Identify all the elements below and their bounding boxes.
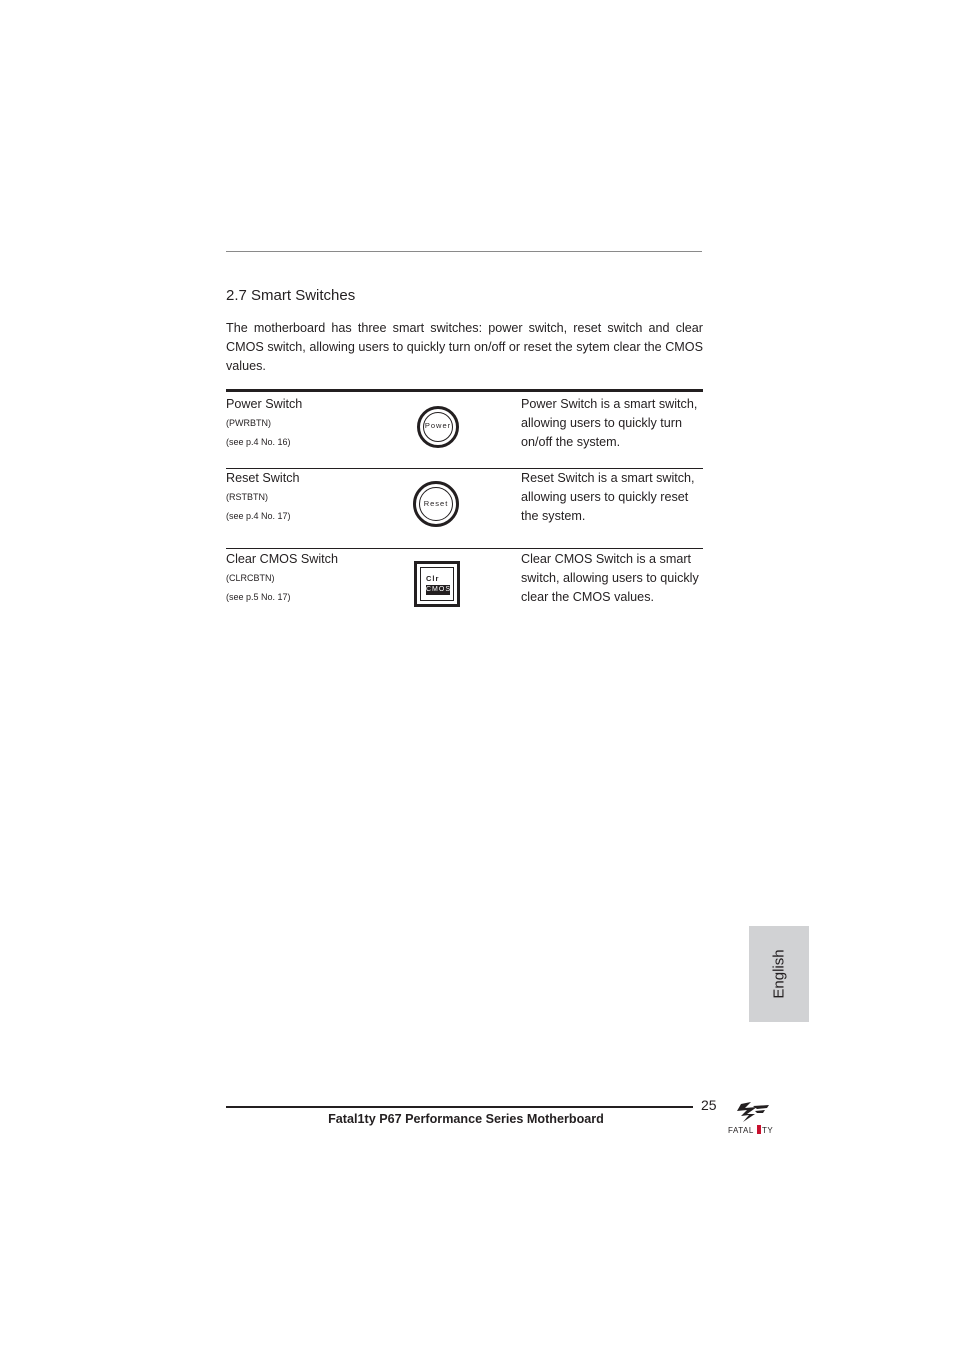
top-divider xyxy=(226,251,702,252)
power-switch-code: (PWRBTN) xyxy=(226,418,271,428)
power-switch-description: Power Switch is a smart switch, allowing users to quickly turn on/off the system. xyxy=(521,397,698,450)
footer-divider xyxy=(226,1106,693,1108)
svg-text:TY: TY xyxy=(762,1126,774,1135)
reset-switch-description: Reset Switch is a smart switch, allowing users to quickly reset the system. xyxy=(521,471,695,524)
reset-button-label: Reset xyxy=(423,499,449,508)
row-divider xyxy=(226,548,703,549)
footer-title: Fatal1ty P67 Performance Series Motherboard xyxy=(328,1112,604,1126)
clear-cmos-switch-description: Clear CMOS Switch is a smart switch, allowing users to quickly clear the CMOS values. xyxy=(521,552,699,605)
svg-text:FATAL: FATAL xyxy=(728,1126,754,1135)
reset-button-icon xyxy=(413,481,459,527)
reset-switch-ref: (see p.4 No. 17) xyxy=(226,511,291,521)
language-label: English xyxy=(770,949,788,999)
clear-cmos-label-bottom: CMOS xyxy=(426,586,451,593)
power-switch-ref: (see p.4 No. 16) xyxy=(226,437,291,447)
power-button-label: Power xyxy=(424,421,452,430)
reset-switch-code: (RSTBTN) xyxy=(226,492,268,502)
clear-cmos-switch-name: Clear CMOS Switch xyxy=(226,552,338,566)
fatal1ty-logo xyxy=(727,1098,781,1136)
clear-cmos-switch-ref: (see p.5 No. 17) xyxy=(226,592,291,602)
clear-cmos-button-icon xyxy=(414,561,460,607)
page-number: 25 xyxy=(701,1097,717,1113)
language-side-tab xyxy=(749,926,809,1022)
reset-switch-name: Reset Switch xyxy=(226,471,300,485)
clear-cmos-switch-code: (CLRCBTN) xyxy=(226,573,275,583)
power-switch-name: Power Switch xyxy=(226,397,303,411)
power-button-icon xyxy=(417,406,459,448)
clear-cmos-label-top: Clr xyxy=(426,574,440,583)
intro-paragraph: The motherboard has three smart switches: power switch, reset switch and clear CMOS switch, allowing users to quickly turn on/off or reset the sytem clear the CMOS values. xyxy=(226,321,703,373)
section-title: 2.7 Smart Switches xyxy=(226,287,356,304)
table-top-rule xyxy=(226,389,703,392)
